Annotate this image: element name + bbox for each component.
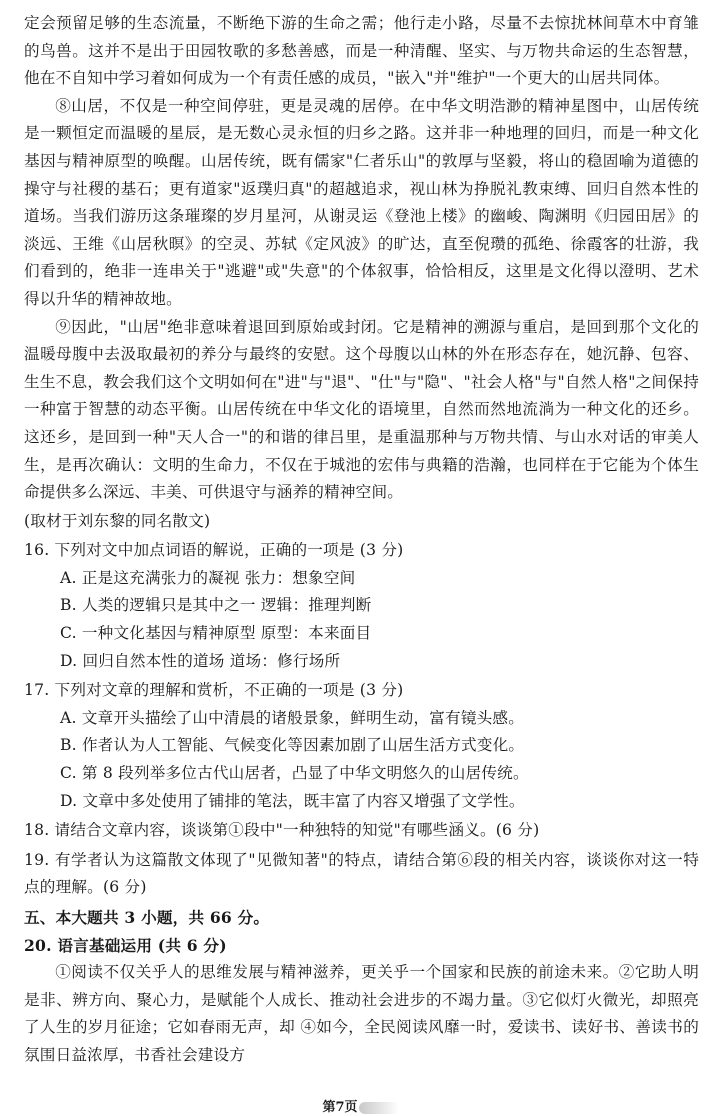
page-footer [0,1096,721,1115]
question-19: 19. 有学者认为这篇散文体现了"见微知著"的特点，请结合第⑥段的相关内容，谈谈你对这一特点的理解。(6 分) [24,850,699,897]
question-16-option-a: A. 正是这充满张力的凝视 张力：想象空间 [60,568,356,587]
question-17-stem: 17. 下列对文章的理解和赏析，不正确的一项是 (3 分) [24,681,404,700]
question-16 [24,537,699,675]
paragraph-continued: 定会预留足够的生态流量，不断绝下游的生命之需；他行走小路，尽量不去惊扰林间草木中育雏的鸟兽。这并不是出于田园牧歌的多愁善感，而是一种清醒、坚实、与万物共命运的生态智慧，他在不自知中学习着如何成为一个有责任感的成员，"嵌入"并"维护"一个更大的山居共同体。 [24,14,699,88]
question-20-passage: ①阅读不仅关乎人的思维发展与精神滋养，更关乎一个国家和民族的前途未来。②它助人明是非、辨方向、聚心力，是赋能个人成长、推动社会进步的不竭力量。③它似灯火微光，却照亮了人生的岁月征途；它如春雨无声，却 ④如今，全民阅读风靡一时，爱读书、读好书、善读书的氛围日益浓厚，书香社会建设方 [24,963,699,1064]
question-16-option-c: C. 一种文化基因与精神原型 原型：本来面目 [60,624,372,643]
paragraph-8: ⑧山居，不仅是一种空间停驻，更是灵魂的居停。在中华文明浩渺的精神星图中，山居传统是一颗恒定而温暖的星辰，是无数心灵永恒的归乡之路。这并非一种地理的回归，而是一种文化基因与精神原型的唤醒。山居传统，既有儒家"仁者乐山"的敦厚与坚毅，将山的稳固喻为道德的操守与社稷的基石；更有道家"返璞归真"的超越追求，视山林为挣脱礼教束缚、回归自然本性的道场。当我们游历这条璀璨的岁月星河，从谢灵运《登池上楼》的幽峻、陶渊明《归园田居》的淡远、王维《山居秋暝》的空灵、苏轼《定风波》的旷达，直至倪瓒的孤绝、徐霞客的壮游，我们看到的，绝非一连串关于"逃避"或"失意"的个体叙事，恰恰相反，这里是文化得以澄明、艺术得以升华的精神故地。 [24,96,699,308]
source-note: (取材于刘东黎的同名散文) [24,511,211,530]
paragraph-9: ⑨因此，"山居"绝非意味着退回到原始或封闭。它是精神的溯源与重启，是回到那个文化的温暖母腹中去汲取最初的养分与最终的安慰。这个母腹以山林的外在形态存在，她沉静、包容、生生不息，教会我们这个文明如何在"进"与"退"、"仕"与"隐"、"社会人格"与"自然人格"之间保持一种富于智慧的动态平衡。山居传统在中华文化的语境里，自然而然地流淌为一种文化的还乡。这还乡，是回到一种"天人合一"的和谐的律吕里，是重温那种与万物共情、与山水对话的审美人生，是再次确认：文明的生命力，不仅在于城池的宏伟与典籍的浩瀚，也同样在于它能为个体生命提供多么深远、丰美、可供退守与涵养的精神空间。 [24,317,699,502]
question-20-title: 20. 语言基础运用 (共 6 分) [24,935,227,955]
page-number: 第7页 [322,1100,358,1115]
question-16-option-b: B. 人类的逻辑只是其中之一 逻辑：推理判断 [60,596,372,615]
section-5-heading: 五、本大题共 3 小题，共 66 分。 [24,908,270,927]
question-17-option-c: C. 第 8 段列举多位古代山居者，凸显了中华文明悠久的山居传统。 [60,764,529,783]
question-18: 18. 请结合文章内容，谈谈第①段中"一种独特的知觉"有哪些涵义。(6 分) [24,821,540,840]
question-16-option-d: D. 回归自然本性的道场 道场：修行场所 [60,651,341,670]
question-16-stem: 16. 下列对文中加点词语的解说，正确的一项是 (3 分) [24,541,404,560]
question-17-option-d: D. 文章中多处使用了铺排的笔法，既丰富了内容又增强了文学性。 [60,791,525,810]
question-17-option-b: B. 作者认为人工智能、气候变化等因素加剧了山居生活方式变化。 [60,736,525,755]
question-17-option-a: A. 文章开头描绘了山中清晨的诸般景象，鲜明生动，富有镜头感。 [60,708,525,727]
blur-mark [359,1102,399,1114]
question-17 [24,677,699,815]
